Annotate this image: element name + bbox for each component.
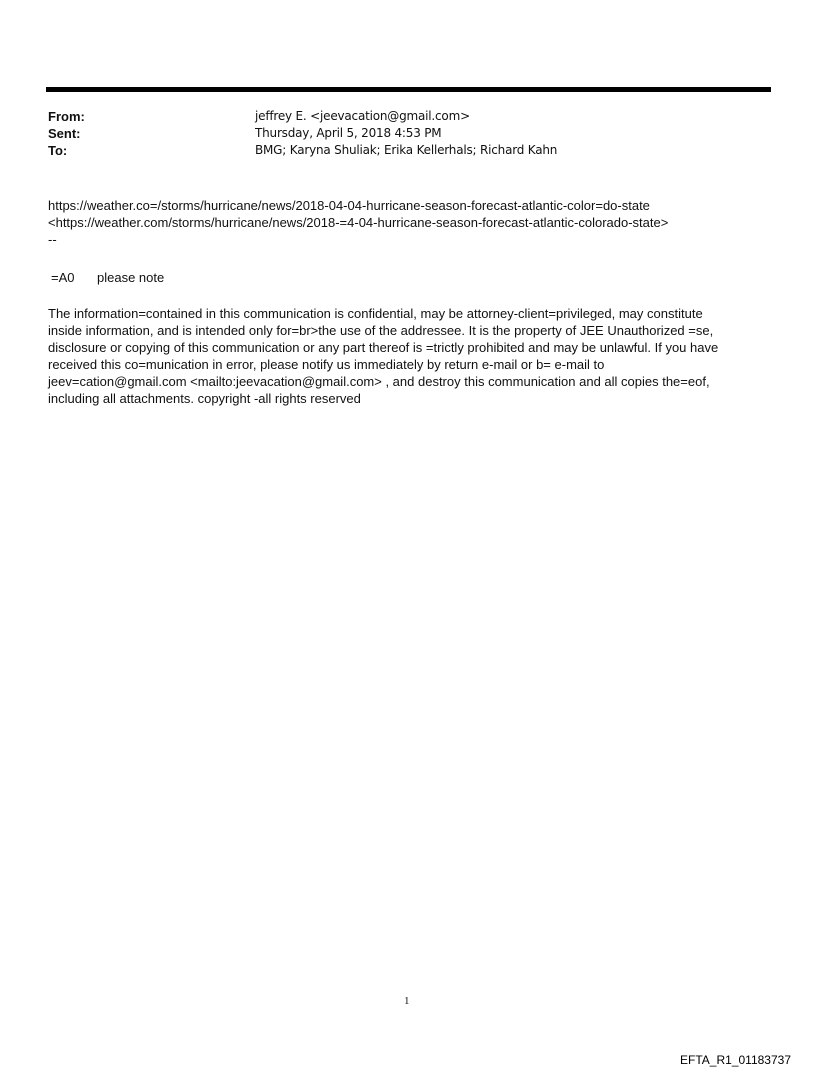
sent-label: Sent:: [48, 126, 81, 141]
note-text: please note: [97, 270, 165, 285]
to-value: BMG; Karyna Shuliak; Erika Kellerhals; Richard Kahn: [255, 143, 558, 157]
note-line: [51, 269, 164, 286]
to-row: [48, 142, 768, 159]
url-line-1: https://weather.co=/storms/hurricane/news/2018-04-04-hurricane-season-forecast-atlantic-color=do-state: [48, 198, 650, 213]
from-value: jeffrey E. <jeevacation@gmail.com>: [255, 109, 470, 123]
disclaimer-line: inside information, and is intended only for=br>the use of the addressee. It is the property of JEE Unauthorized =se,: [48, 323, 714, 338]
note-code: =A0: [51, 270, 75, 285]
disclaimer-line: The information=contained in this communication is confidential, may be attorney-client=privileged, may constitute: [48, 306, 703, 321]
disclaimer-line: including all attachments. copyright -all rights reserved: [48, 391, 361, 406]
page-number: 1: [404, 995, 410, 1007]
disclaimer-line: jeev=cation@gmail.com <mailto:jeevacation@gmail.com> , and destroy this communication and all copies the=eof,: [48, 374, 710, 389]
url-line-2: <https://weather.com/storms/hurricane/news/2018-=4-04-hurricane-season-forecast-atlantic-colorado-state>: [48, 215, 669, 230]
disclaimer-line: received this co=munication in error, please notify us immediately by return e-mail or b= e-mail to: [48, 357, 605, 372]
sent-value: Thursday, April 5, 2018 4:53 PM: [255, 126, 442, 140]
from-row: [48, 108, 768, 125]
disclaimer-line: disclosure or copying of this communication or any part thereof is =trictly prohibited and may be unlawful. If you have: [48, 340, 719, 355]
document-id: EFTA_R1_01183737: [680, 1053, 791, 1067]
email-header: [48, 108, 768, 159]
sent-row: [48, 125, 768, 142]
disclaimer: [48, 305, 778, 407]
separator: --: [48, 232, 57, 247]
header-divider: [46, 87, 771, 92]
to-label: To:: [48, 143, 68, 158]
from-label: From:: [48, 109, 85, 124]
email-body: [48, 197, 778, 248]
